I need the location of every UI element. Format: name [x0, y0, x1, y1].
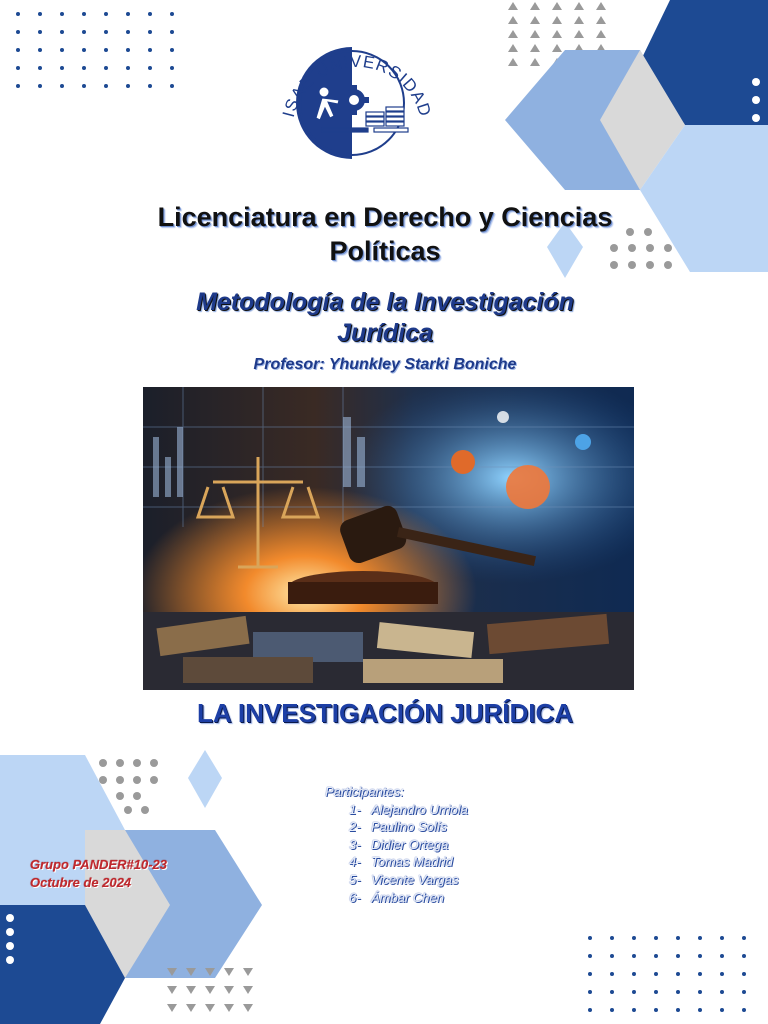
dot-grid-bottom-right — [588, 936, 746, 1012]
course-subject-line-1: Metodología de la Investigación — [196, 288, 574, 316]
participants-block — [325, 783, 585, 906]
participants-label: Participantes: — [325, 784, 404, 799]
participants-list — [325, 801, 585, 907]
professor-line: Profesor: Yhunkley Starki Boniche — [253, 356, 517, 373]
legal-research-illustration — [143, 387, 634, 690]
degree-title-line-2: Políticas — [329, 236, 441, 266]
main-title: LA INVESTIGACIÓN JURÍDICA — [196, 698, 574, 728]
university-logo — [262, 22, 442, 162]
list-item: 3- Didier Ortega — [349, 836, 449, 852]
diamond-small-bottom — [188, 750, 222, 808]
dot-grid-top-left — [16, 12, 174, 88]
degree-title — [110, 200, 660, 268]
book-stack — [143, 612, 634, 690]
logo-arc-text: ISAE UNIVERSIDAD — [278, 51, 436, 120]
degree-title-line-1: Licenciatura en Derecho y Ciencias — [157, 202, 613, 232]
list-item: 1- Alejandro Urriola — [349, 801, 468, 817]
group-date: Octubre de 2024 — [30, 875, 132, 890]
list-item: 6- Ámbar Chen — [349, 889, 444, 905]
course-subject — [110, 287, 660, 349]
list-item: 4- Tomas Madrid — [349, 854, 453, 870]
list-item: 5- Vicente Vargas — [349, 871, 459, 887]
group-info — [30, 856, 230, 892]
white-dots-right — [752, 78, 760, 122]
group-name: Grupo PANDER#10-23 — [30, 857, 168, 872]
course-subject-line-2: Jurídica — [337, 319, 433, 347]
list-item: 2- Paulino Solís — [349, 819, 447, 835]
